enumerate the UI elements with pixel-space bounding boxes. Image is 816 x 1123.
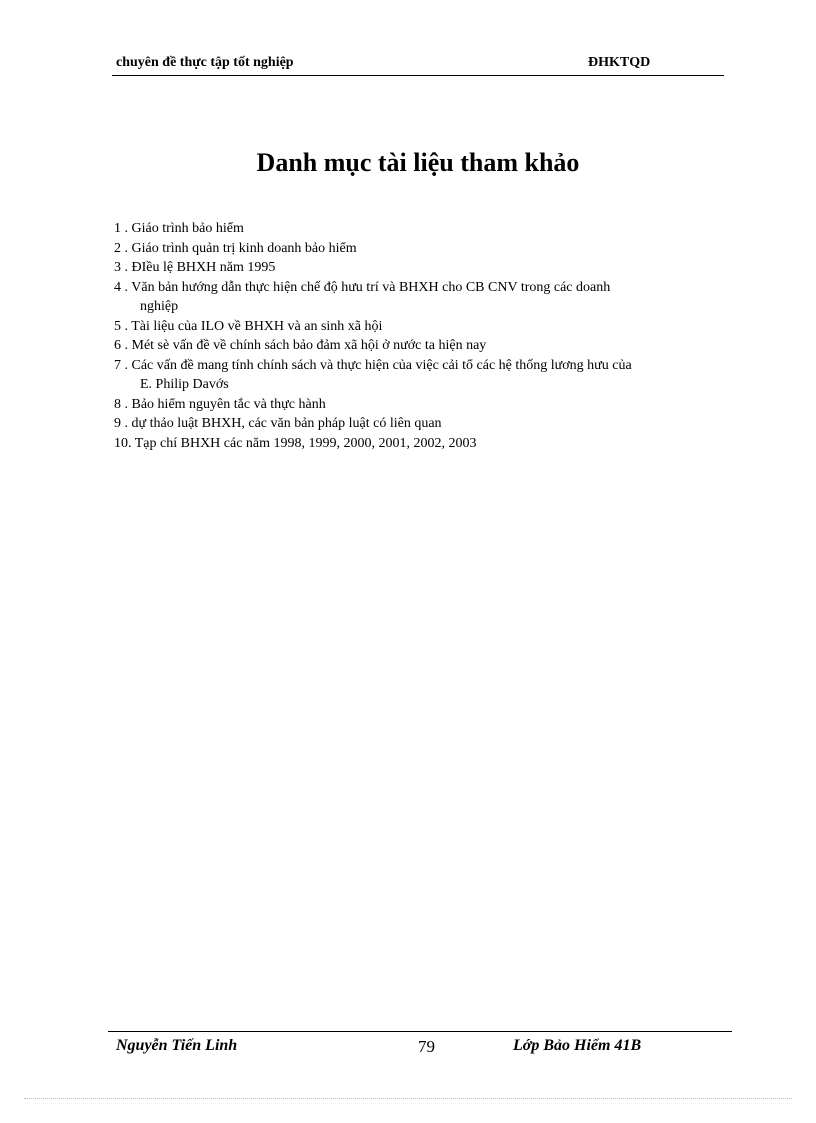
reference-item bbox=[114, 239, 722, 259]
reference-text: 5 . Tài liệu của ILO về BHXH và an sinh xã hội bbox=[114, 318, 383, 334]
reference-item bbox=[114, 258, 722, 278]
reference-list bbox=[114, 219, 722, 453]
footer-author: Nguyễn Tiến Linh bbox=[116, 1037, 238, 1054]
reference-text: 9 . dự thảo luật BHXH, các văn bản pháp luật có liên quan bbox=[114, 416, 442, 431]
header-right-text: ĐHKTQD bbox=[588, 55, 651, 70]
reference-text: 1 . Giáo trình bảo hiểm bbox=[114, 221, 244, 236]
header-left-text: chuyên đề thực tập tốt nghiệp bbox=[116, 55, 294, 70]
page-title: Danh mục tài liệu tham khảo bbox=[256, 148, 580, 177]
page-header bbox=[112, 53, 724, 76]
reference-continuation: nghiệp bbox=[140, 299, 179, 314]
page-footer bbox=[108, 1031, 732, 1062]
reference-text: 10. Tạp chí BHXH các năm 1998, 1999, 2000, 2001, 2002, 2003 bbox=[114, 435, 477, 451]
reference-item bbox=[114, 336, 722, 356]
reference-item bbox=[114, 356, 722, 395]
reference-item bbox=[114, 434, 722, 454]
reference-item bbox=[114, 414, 722, 434]
reference-continuation: E. Philip Davớs bbox=[140, 377, 229, 392]
reference-item bbox=[114, 395, 722, 415]
reference-text: 6 . Mét sè vấn đề về chính sách bảo đảm xã hội ở nước ta hiện nay bbox=[114, 338, 487, 353]
reference-text: 7 . Các vấn đề mang tính chính sách và thực hiện của việc cải tổ các hệ thống lương hưu của bbox=[114, 357, 632, 373]
page-number: 79 bbox=[418, 1037, 435, 1056]
footer-class: Lớp Bảo Hiểm 41B bbox=[513, 1037, 642, 1054]
reference-item bbox=[114, 278, 722, 317]
reference-text: 2 . Giáo trình quản trị kinh doanh bảo hiểm bbox=[114, 240, 357, 256]
reference-text: 4 . Văn bản hướng dẫn thực hiện chế độ hưu trí và BHXH cho CB CNV trong các doanh bbox=[114, 279, 611, 295]
page-bottom-divider bbox=[24, 1098, 792, 1099]
reference-item bbox=[114, 317, 722, 337]
reference-text: 3 . ĐIều lệ BHXH năm 1995 bbox=[114, 260, 276, 275]
reference-item bbox=[114, 219, 722, 239]
reference-text: 8 . Bảo hiểm nguyên tắc và thực hành bbox=[114, 396, 326, 412]
